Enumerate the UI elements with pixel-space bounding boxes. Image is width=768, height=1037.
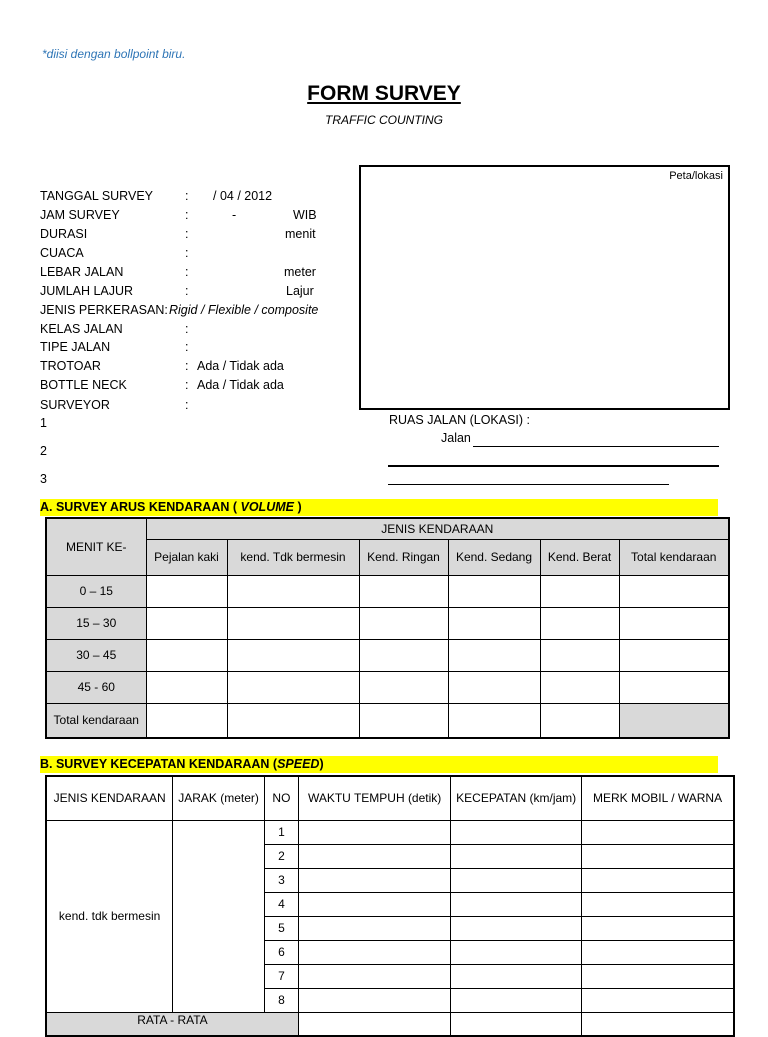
- data-cell[interactable]: [451, 988, 582, 1012]
- data-cell[interactable]: [146, 671, 227, 703]
- row-label: 30 – 45: [46, 639, 146, 671]
- data-cell[interactable]: [146, 703, 227, 738]
- data-cell[interactable]: [298, 1012, 450, 1036]
- data-cell[interactable]: [146, 575, 227, 607]
- data-cell[interactable]: [582, 916, 734, 940]
- data-cell[interactable]: [359, 575, 448, 607]
- jalan-label: Jalan: [441, 431, 471, 445]
- data-cell[interactable]: [451, 940, 582, 964]
- col-header: kend. Tdk bermesin: [227, 539, 359, 575]
- speed-table: [45, 775, 735, 1037]
- data-cell[interactable]: [298, 820, 450, 844]
- data-cell[interactable]: [448, 703, 540, 738]
- colon: :: [185, 246, 189, 260]
- data-cell[interactable]: [582, 940, 734, 964]
- table-row: [46, 607, 729, 639]
- col-header: Kend. Ringan: [359, 539, 448, 575]
- menit-header: MENIT KE-: [46, 518, 146, 575]
- data-cell[interactable]: [540, 575, 619, 607]
- section-a-heading: [40, 499, 718, 516]
- row-number: 3: [264, 868, 298, 892]
- row-number: 2: [264, 844, 298, 868]
- jalan-input-line[interactable]: [473, 446, 719, 447]
- data-cell[interactable]: [451, 1012, 582, 1036]
- section-b-suffix: ): [319, 757, 324, 771]
- form-subtitle: TRAFFIC COUNTING: [325, 113, 443, 127]
- trotoar-value[interactable]: Ada / Tidak ada: [197, 359, 284, 373]
- lebar-unit: meter: [284, 265, 316, 279]
- data-cell[interactable]: [582, 988, 734, 1012]
- form-title: [0, 82, 768, 106]
- colon: :: [185, 359, 189, 373]
- surveyor-number-3: 3: [40, 472, 47, 486]
- colon: :: [185, 189, 189, 203]
- jam-unit: WIB: [293, 208, 317, 222]
- section-b-prefix: B. SURVEY KECEPATAN KENDARAAN (: [40, 757, 278, 771]
- data-cell[interactable]: [298, 844, 450, 868]
- col-header: Total kendaraan: [619, 539, 729, 575]
- vehicle-type-cell: kend. tdk bermesin: [46, 820, 173, 1012]
- row-number: 1: [264, 820, 298, 844]
- row-label: Total kendaraan: [46, 703, 146, 738]
- durasi-label: DURASI: [40, 227, 88, 241]
- col-header: JENIS KENDARAAN: [46, 776, 173, 820]
- colon: :: [185, 378, 189, 392]
- data-cell[interactable]: [619, 575, 729, 607]
- form-title-text: FORM SURVEY: [307, 82, 461, 105]
- col-header: KECEPATAN (km/jam): [451, 776, 582, 820]
- table-row: [46, 575, 729, 607]
- data-cell[interactable]: [582, 964, 734, 988]
- colon: :: [185, 227, 189, 241]
- data-cell[interactable]: [359, 607, 448, 639]
- row-label: 0 – 15: [46, 575, 146, 607]
- map-label: Peta/lokasi: [669, 170, 723, 182]
- data-cell[interactable]: [448, 607, 540, 639]
- colon: :: [185, 208, 189, 222]
- data-cell[interactable]: [451, 892, 582, 916]
- lajur-unit: Lajur: [286, 284, 314, 298]
- data-cell[interactable]: [146, 607, 227, 639]
- data-cell[interactable]: [227, 703, 359, 738]
- data-cell[interactable]: [298, 964, 450, 988]
- tipe-label: TIPE JALAN: [40, 340, 111, 354]
- data-cell[interactable]: [359, 639, 448, 671]
- colon: :: [185, 265, 189, 279]
- table-row: [46, 639, 729, 671]
- durasi-unit: menit: [285, 227, 316, 241]
- col-header: JARAK (meter): [173, 776, 265, 820]
- data-cell[interactable]: [619, 671, 729, 703]
- data-cell[interactable]: [227, 575, 359, 607]
- data-cell[interactable]: [298, 916, 450, 940]
- data-cell[interactable]: [146, 639, 227, 671]
- data-cell[interactable]: [227, 607, 359, 639]
- table-row: [46, 820, 734, 844]
- surveyor-number-1: 1: [40, 416, 47, 430]
- col-header: MERK MOBIL / WARNA: [582, 776, 734, 820]
- ruas-jalan-label: RUAS JALAN (LOKASI) :: [389, 413, 531, 427]
- row-number: 8: [264, 988, 298, 1012]
- data-cell[interactable]: [540, 639, 619, 671]
- data-cell[interactable]: [227, 671, 359, 703]
- row-number: 5: [264, 916, 298, 940]
- bottle-value[interactable]: Ada / Tidak ada: [197, 378, 284, 392]
- data-cell[interactable]: [359, 703, 448, 738]
- jam-dash: -: [232, 208, 237, 222]
- bottle-label: BOTTLE NECK: [40, 378, 127, 392]
- data-cell[interactable]: [451, 844, 582, 868]
- data-cell[interactable]: [451, 916, 582, 940]
- surveyor-label: SURVEYOR: [40, 398, 110, 412]
- grand-total-cell: [619, 703, 729, 738]
- trotoar-label: TROTOAR: [40, 359, 101, 373]
- data-cell[interactable]: [359, 671, 448, 703]
- data-cell[interactable]: [298, 940, 450, 964]
- data-cell[interactable]: [582, 844, 734, 868]
- colon: :: [185, 322, 189, 336]
- data-cell[interactable]: [540, 703, 619, 738]
- row-label: 45 - 60: [46, 671, 146, 703]
- table-row-total: [46, 703, 729, 738]
- data-cell[interactable]: [448, 671, 540, 703]
- section-b-heading: [40, 756, 718, 773]
- table-row-footer: [46, 1012, 734, 1036]
- kelas-label: KELAS JALAN: [40, 322, 123, 336]
- row-number: 7: [264, 964, 298, 988]
- data-cell[interactable]: [298, 868, 450, 892]
- data-cell[interactable]: [451, 868, 582, 892]
- map-box[interactable]: [359, 165, 730, 410]
- row-label: 15 – 30: [46, 607, 146, 639]
- section-b-italic: SPEED: [277, 757, 320, 771]
- section-a-suffix: ): [293, 500, 302, 514]
- jam-label: JAM SURVEY: [40, 208, 120, 222]
- col-header: NO: [264, 776, 298, 820]
- volume-table: [45, 517, 730, 739]
- lajur-label: JUMLAH LAJUR: [40, 284, 134, 298]
- data-cell[interactable]: [619, 639, 729, 671]
- data-cell[interactable]: [227, 639, 359, 671]
- rata-rata-label: RATA - RATA: [46, 1012, 298, 1036]
- row-number: 4: [264, 892, 298, 916]
- data-cell[interactable]: [582, 892, 734, 916]
- data-cell[interactable]: [448, 639, 540, 671]
- data-cell[interactable]: [582, 1012, 734, 1036]
- tanggal-label: TANGGAL SURVEY: [40, 189, 153, 203]
- lebar-label: LEBAR JALAN: [40, 265, 124, 279]
- data-cell[interactable]: [298, 892, 450, 916]
- col-header: Kend. Berat: [540, 539, 619, 575]
- section-a-prefix: A. SURVEY ARUS KENDARAAN (: [40, 500, 241, 514]
- tanggal-value[interactable]: / 04 / 2012: [213, 189, 273, 203]
- data-cell[interactable]: [619, 607, 729, 639]
- col-header: Kend. Sedang: [448, 539, 540, 575]
- colon: :: [185, 284, 189, 298]
- ruas-line-2[interactable]: [388, 465, 719, 467]
- data-cell[interactable]: [540, 671, 619, 703]
- section-a-italic: VOLUME: [240, 500, 294, 514]
- col-header: WAKTU TEMPUH (detik): [298, 776, 450, 820]
- cuaca-label: CUACA: [40, 246, 84, 260]
- col-header: Pejalan kaki: [146, 539, 227, 575]
- data-cell[interactable]: [451, 820, 582, 844]
- row-number: 6: [264, 940, 298, 964]
- table-row: [46, 671, 729, 703]
- data-cell[interactable]: [582, 820, 734, 844]
- surveyor-number-2: 2: [40, 444, 47, 458]
- data-cell[interactable]: [448, 575, 540, 607]
- data-cell[interactable]: [540, 607, 619, 639]
- perkerasan-label: JENIS PERKERASAN:: [40, 303, 168, 317]
- ruas-line-3[interactable]: [388, 484, 669, 485]
- data-cell[interactable]: [582, 868, 734, 892]
- perkerasan-value[interactable]: Rigid / Flexible / composite: [169, 303, 319, 317]
- instruction-note: *diisi dengan bollpoint biru.: [42, 47, 186, 61]
- jenis-kendaraan-header: JENIS KENDARAAN: [146, 518, 729, 539]
- jarak-cell[interactable]: [173, 820, 265, 1012]
- data-cell[interactable]: [451, 964, 582, 988]
- colon: :: [185, 340, 189, 354]
- data-cell[interactable]: [298, 988, 450, 1012]
- colon: :: [185, 398, 189, 412]
